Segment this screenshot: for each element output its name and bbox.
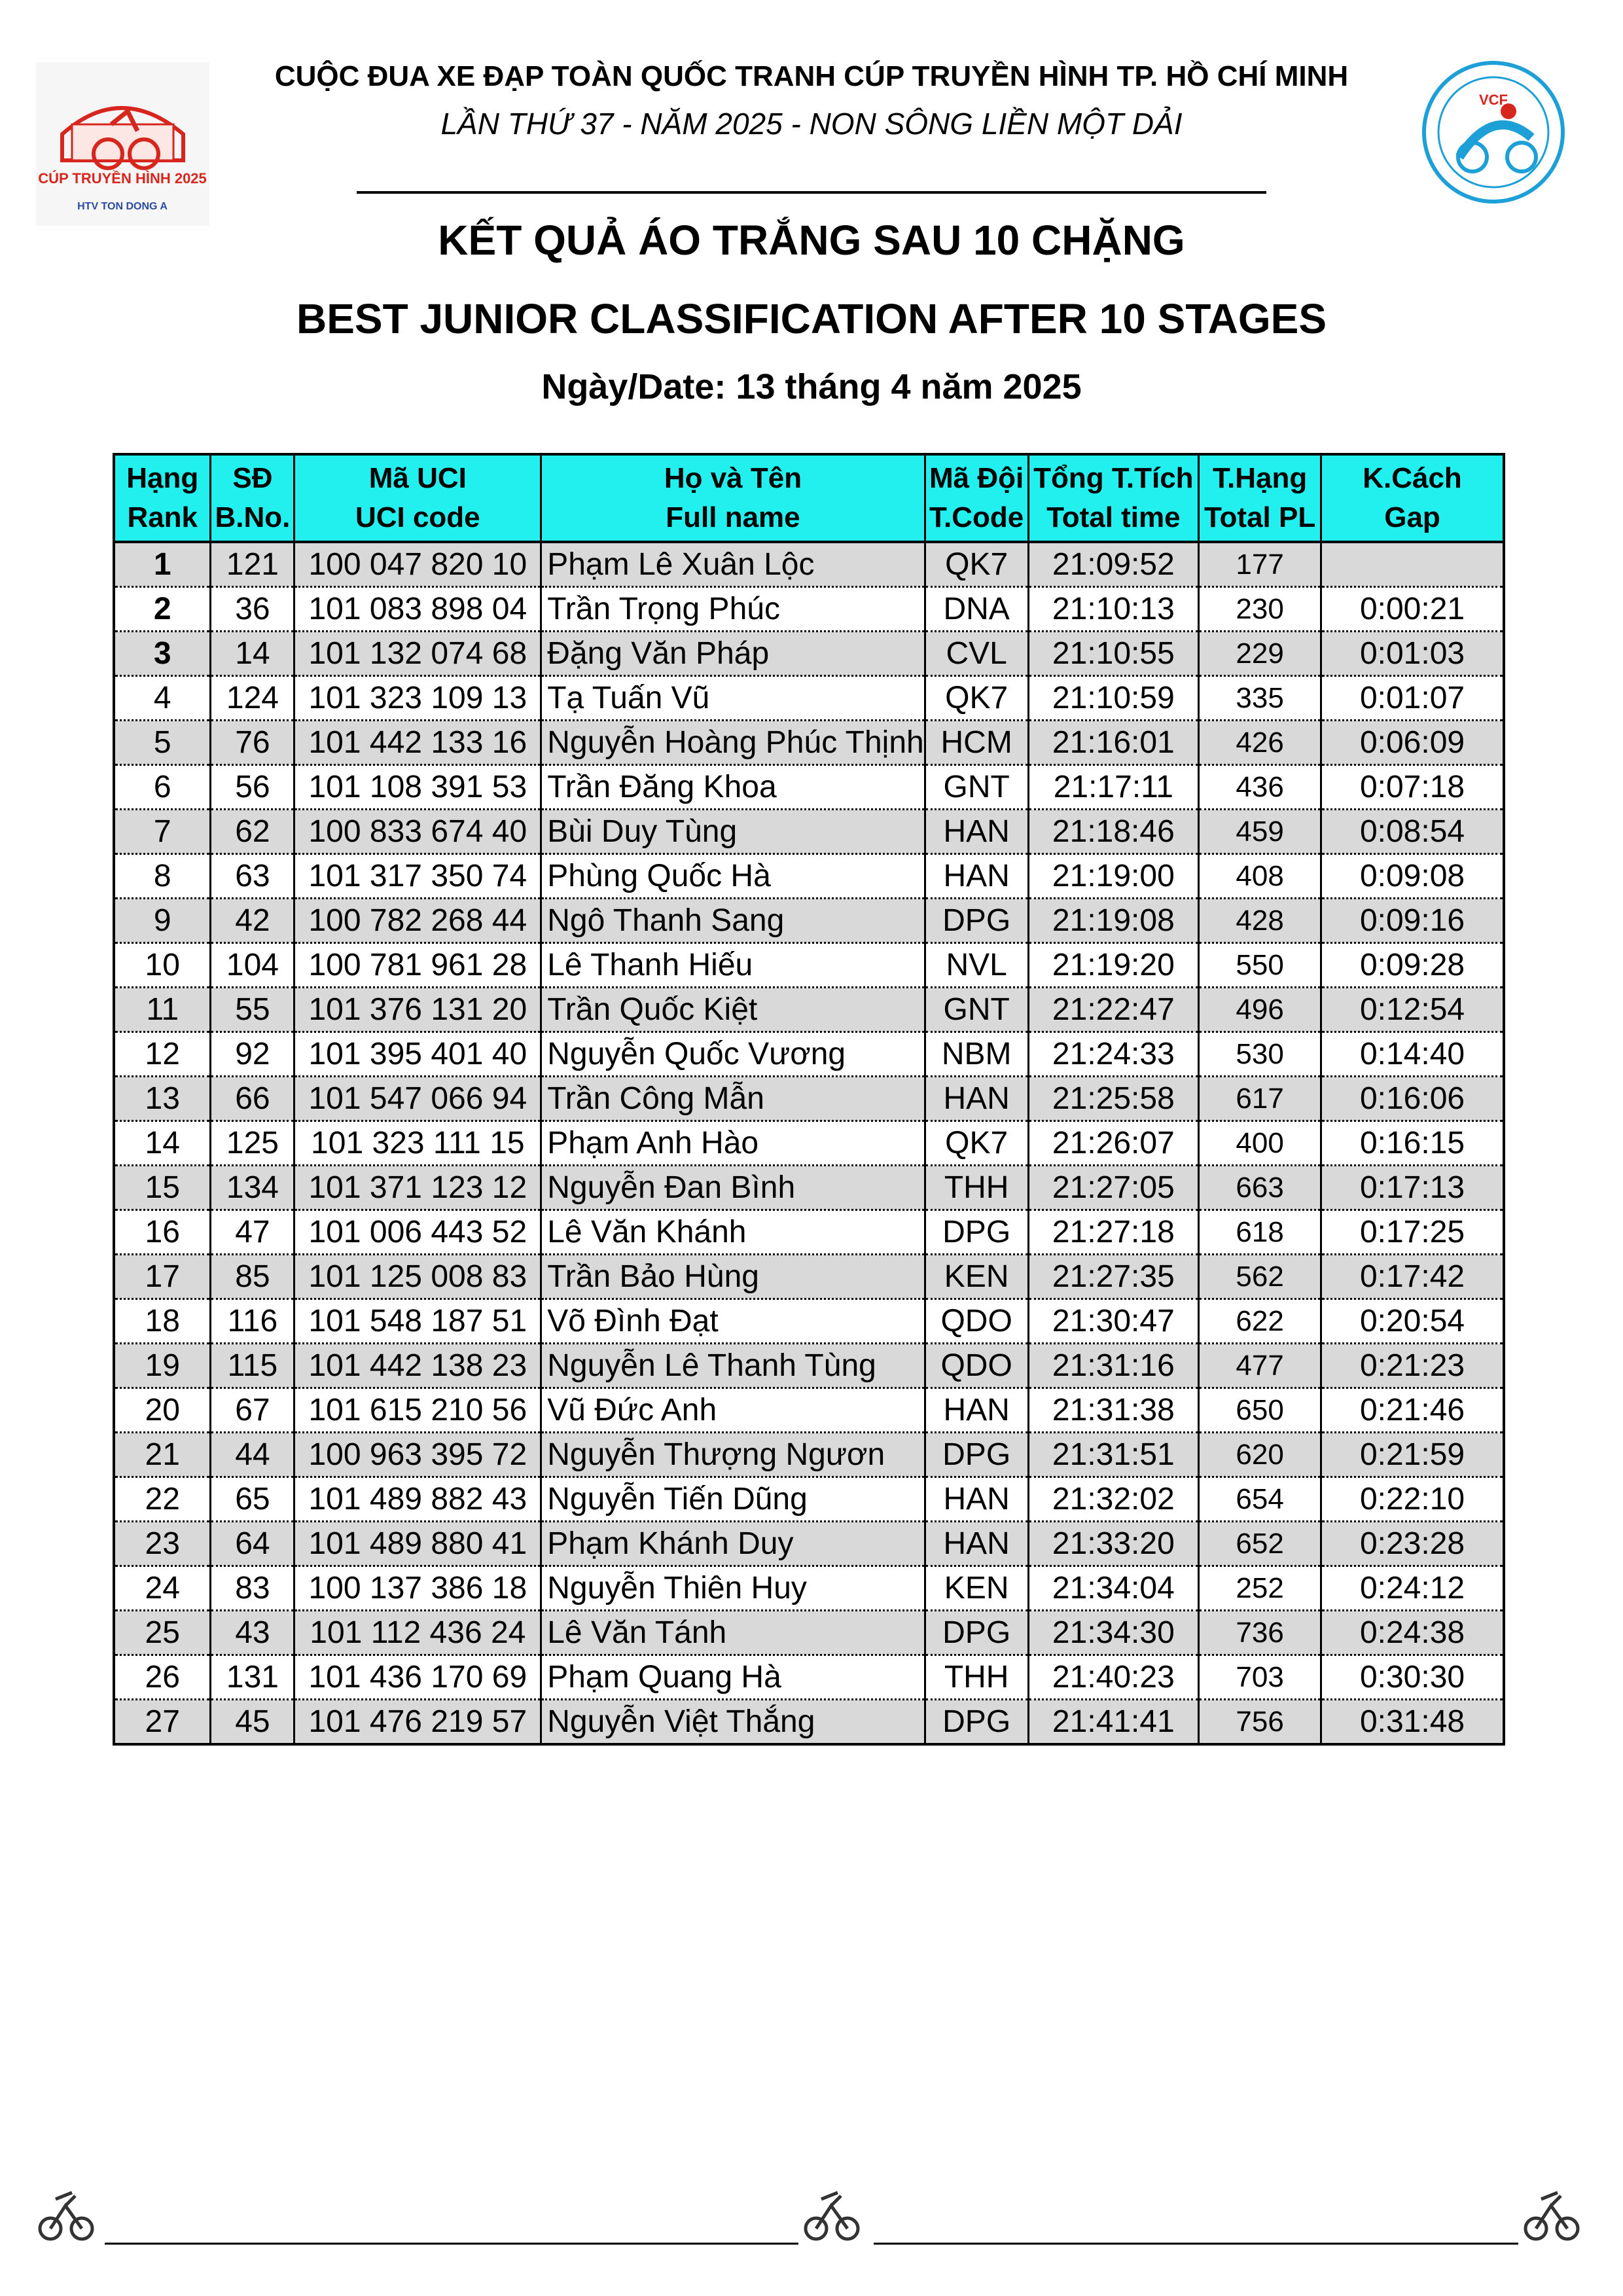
total-time-cell: 21:31:51	[1028, 1433, 1199, 1477]
uci-code-cell: 100 833 674 40	[294, 810, 541, 854]
uci-code-cell: 101 125 008 83	[294, 1255, 541, 1299]
bib-cell: 47	[211, 1210, 294, 1255]
logo-sponsor-text: HTV TON DONG A	[77, 201, 168, 212]
bib-cell: 92	[211, 1032, 294, 1077]
full-name-cell: Võ Đình Đạt	[541, 1299, 925, 1344]
table-row	[114, 1121, 1504, 1166]
full-name-cell: Tạ Tuấn Vũ	[541, 676, 925, 721]
bicycle-mark-icon	[806, 2193, 858, 2239]
bib-cell: 67	[211, 1388, 294, 1433]
full-name-cell: Nguyễn Quốc Vương	[541, 1032, 925, 1077]
total-time-cell: 21:25:58	[1028, 1077, 1199, 1121]
total-time-cell: 21:19:20	[1028, 943, 1199, 988]
total-time-cell: 21:33:20	[1028, 1522, 1199, 1566]
bib-cell: 76	[211, 721, 294, 765]
bib-cell: 124	[211, 676, 294, 721]
uci-code-cell: 100 781 961 28	[294, 943, 541, 988]
total-pl-cell: 617	[1199, 1077, 1321, 1121]
uci-code-cell: 101 132 074 68	[294, 632, 541, 676]
page-title-vietnamese: KẾT QUẢ ÁO TRẮNG SAU 10 CHẶNG	[438, 217, 1185, 264]
bib-cell: 55	[211, 988, 294, 1032]
total-pl-cell: 459	[1199, 810, 1321, 854]
rank-cell: 16	[114, 1210, 211, 1255]
table-row	[114, 1566, 1504, 1611]
total-pl-cell: 562	[1199, 1255, 1321, 1299]
gap-cell: 0:14:40	[1321, 1032, 1504, 1077]
bib-cell: 131	[211, 1655, 294, 1700]
gap-cell: 0:17:42	[1321, 1255, 1504, 1299]
uci-code-cell: 101 108 391 53	[294, 765, 541, 810]
full-name-cell: Vũ Đức Anh	[541, 1388, 925, 1433]
table-row	[114, 1255, 1504, 1299]
team-code-cell: QK7	[925, 676, 1028, 721]
table-row	[114, 676, 1504, 721]
gap-cell: 0:17:13	[1321, 1166, 1504, 1210]
page-title-english: BEST JUNIOR CLASSIFICATION AFTER 10 STAGES	[296, 295, 1327, 342]
table-row	[114, 632, 1504, 676]
header-name: Họ và Tên Full name	[541, 454, 925, 542]
rank-cell: 6	[114, 765, 211, 810]
full-name-cell: Trần Trọng Phúc	[541, 587, 925, 632]
table-row	[114, 542, 1504, 587]
table-row	[114, 721, 1504, 765]
team-code-cell: DPG	[925, 1611, 1028, 1655]
rank-cell: 17	[114, 1255, 211, 1299]
table-row	[114, 1611, 1504, 1655]
team-code-cell: KEN	[925, 1255, 1028, 1299]
gap-cell: 0:08:54	[1321, 810, 1504, 854]
uci-code-cell: 101 436 170 69	[294, 1655, 541, 1700]
bib-cell: 62	[211, 810, 294, 854]
full-name-cell: Lê Thanh Hiếu	[541, 943, 925, 988]
team-code-cell: HAN	[925, 1077, 1028, 1121]
total-time-cell: 21:17:11	[1028, 765, 1199, 810]
rank-cell: 11	[114, 988, 211, 1032]
total-pl-cell: 428	[1199, 899, 1321, 943]
team-code-cell: GNT	[925, 765, 1028, 810]
event-title: CUỘC ĐUA XE ĐẠP TOÀN QUỐC TRANH CÚP TRUYỀN HÌNH TP. HỒ CHÍ MINH	[274, 60, 1349, 92]
rank-cell: 10	[114, 943, 211, 988]
team-code-cell: DNA	[925, 587, 1028, 632]
full-name-cell: Trần Đăng Khoa	[541, 765, 925, 810]
table-row	[114, 810, 1504, 854]
total-pl-cell: 400	[1199, 1121, 1321, 1166]
gap-cell: 0:17:25	[1321, 1210, 1504, 1255]
table-row	[114, 1388, 1504, 1433]
total-time-cell: 21:34:04	[1028, 1566, 1199, 1611]
team-code-cell: DPG	[925, 1700, 1028, 1745]
total-time-cell: 21:27:18	[1028, 1210, 1199, 1255]
rank-cell: 20	[114, 1388, 211, 1433]
table-row	[114, 587, 1504, 632]
team-code-cell: QK7	[925, 542, 1028, 587]
header-pl: T.Hạng Total PL	[1199, 454, 1321, 542]
rank-cell: 26	[114, 1655, 211, 1700]
full-name-cell: Phạm Quang Hà	[541, 1655, 925, 1700]
total-pl-cell: 496	[1199, 988, 1321, 1032]
uci-code-cell: 101 489 880 41	[294, 1522, 541, 1566]
bib-cell: 134	[211, 1166, 294, 1210]
table-row	[114, 1077, 1504, 1121]
full-name-cell: Nguyễn Tiến Dũng	[541, 1477, 925, 1522]
uci-code-cell: 101 371 123 12	[294, 1166, 541, 1210]
total-time-cell: 21:19:00	[1028, 854, 1199, 899]
header-rank: Hạng Rank	[114, 454, 211, 542]
table-row	[114, 1032, 1504, 1077]
table-row	[114, 765, 1504, 810]
uci-code-cell: 101 442 138 23	[294, 1344, 541, 1388]
bib-cell: 45	[211, 1700, 294, 1745]
table-header-row	[114, 454, 1504, 542]
total-time-cell: 21:22:47	[1028, 988, 1199, 1032]
total-pl-cell: 229	[1199, 632, 1321, 676]
gap-cell: 0:30:30	[1321, 1655, 1504, 1700]
full-name-cell: Trần Bảo Hùng	[541, 1255, 925, 1299]
gap-cell: 0:22:10	[1321, 1477, 1504, 1522]
rank-cell: 3	[114, 632, 211, 676]
team-code-cell: QDO	[925, 1299, 1028, 1344]
full-name-cell: Nguyễn Việt Thắng	[541, 1700, 925, 1745]
uci-code-cell: 100 137 386 18	[294, 1566, 541, 1611]
event-subtitle: LẦN THỨ 37 - NĂM 2025 - NON SÔNG LIỀN MỘT DẢI	[440, 107, 1183, 141]
full-name-cell: Nguyễn Lê Thanh Tùng	[541, 1344, 925, 1388]
total-time-cell: 21:19:08	[1028, 899, 1199, 943]
team-code-cell: KEN	[925, 1566, 1028, 1611]
bicycle-mark-icon	[40, 2193, 92, 2239]
bib-cell: 66	[211, 1077, 294, 1121]
rank-cell: 7	[114, 810, 211, 854]
gap-cell: 0:09:28	[1321, 943, 1504, 988]
total-pl-cell: 436	[1199, 765, 1321, 810]
total-time-cell: 21:24:33	[1028, 1032, 1199, 1077]
full-name-cell: Phùng Quốc Hà	[541, 854, 925, 899]
results-body	[114, 542, 1504, 1744]
header-team: Mã Đội T.Code	[925, 454, 1028, 542]
bib-cell: 104	[211, 943, 294, 988]
rank-cell: 18	[114, 1299, 211, 1344]
bib-cell: 115	[211, 1344, 294, 1388]
total-pl-cell: 650	[1199, 1388, 1321, 1433]
uci-code-cell: 101 376 131 20	[294, 988, 541, 1032]
team-code-cell: HAN	[925, 1388, 1028, 1433]
rank-cell: 13	[114, 1077, 211, 1121]
logo-title-text: CÚP TRUYỀN HÌNH 2025	[38, 170, 207, 187]
total-pl-cell: 252	[1199, 1566, 1321, 1611]
total-pl-cell: 756	[1199, 1700, 1321, 1745]
total-pl-cell: 663	[1199, 1166, 1321, 1210]
header-time: Tổng T.Tích Total time	[1028, 454, 1199, 542]
table-row	[114, 1344, 1504, 1388]
table-row	[114, 1433, 1504, 1477]
uci-code-cell: 101 317 350 74	[294, 854, 541, 899]
total-pl-cell: 654	[1199, 1477, 1321, 1522]
team-code-cell: THH	[925, 1655, 1028, 1700]
team-code-cell: DPG	[925, 1433, 1028, 1477]
total-pl-cell: 736	[1199, 1611, 1321, 1655]
gap-cell: 0:20:54	[1321, 1299, 1504, 1344]
total-pl-cell: 620	[1199, 1433, 1321, 1477]
bib-cell: 85	[211, 1255, 294, 1299]
uci-code-cell: 101 547 066 94	[294, 1077, 541, 1121]
total-pl-cell: 550	[1199, 943, 1321, 988]
team-code-cell: QDO	[925, 1344, 1028, 1388]
full-name-cell: Ngô Thanh Sang	[541, 899, 925, 943]
bicycle-mark-icon	[1525, 2193, 1578, 2239]
full-name-cell: Đặng Văn Pháp	[541, 632, 925, 676]
bib-cell: 36	[211, 587, 294, 632]
full-name-cell: Lê Văn Khánh	[541, 1210, 925, 1255]
table-row	[114, 988, 1504, 1032]
bib-cell: 83	[211, 1566, 294, 1611]
bib-cell: 121	[211, 542, 294, 587]
uci-code-cell: 101 395 401 40	[294, 1032, 541, 1077]
bib-cell: 42	[211, 899, 294, 943]
federation-logo	[1420, 59, 1567, 206]
bib-cell: 43	[211, 1611, 294, 1655]
uci-code-cell: 101 548 187 51	[294, 1299, 541, 1344]
gap-cell: 0:21:59	[1321, 1433, 1504, 1477]
total-time-cell: 21:27:35	[1028, 1255, 1199, 1299]
page-date: Ngày/Date: 13 tháng 4 năm 2025	[541, 367, 1082, 406]
rank-cell: 23	[114, 1522, 211, 1566]
full-name-cell: Nguyễn Hoàng Phúc Thịnh	[541, 721, 925, 765]
table-row	[114, 1299, 1504, 1344]
uci-code-cell: 100 782 268 44	[294, 899, 541, 943]
uci-code-cell: 101 442 133 16	[294, 721, 541, 765]
table-row	[114, 943, 1504, 988]
team-code-cell: DPG	[925, 899, 1028, 943]
full-name-cell: Nguyễn Thượng Ngươn	[541, 1433, 925, 1477]
rank-cell: 9	[114, 899, 211, 943]
footer	[36, 2179, 1587, 2251]
team-code-cell: NBM	[925, 1032, 1028, 1077]
total-time-cell: 21:18:46	[1028, 810, 1199, 854]
rank-cell: 5	[114, 721, 211, 765]
rank-cell: 22	[114, 1477, 211, 1522]
rank-cell: 2	[114, 587, 211, 632]
total-pl-cell: 618	[1199, 1210, 1321, 1255]
rank-cell: 12	[114, 1032, 211, 1077]
bib-cell: 56	[211, 765, 294, 810]
team-code-cell: HAN	[925, 1477, 1028, 1522]
full-name-cell: Nguyễn Thiên Huy	[541, 1566, 925, 1611]
bib-cell: 116	[211, 1299, 294, 1344]
gap-cell: 0:16:06	[1321, 1077, 1504, 1121]
rank-cell: 21	[114, 1433, 211, 1477]
total-time-cell: 21:31:38	[1028, 1388, 1199, 1433]
bib-cell: 44	[211, 1433, 294, 1477]
uci-code-cell: 101 489 882 43	[294, 1477, 541, 1522]
gap-cell: 0:31:48	[1321, 1700, 1504, 1745]
uci-code-cell: 101 476 219 57	[294, 1700, 541, 1745]
uci-code-cell: 101 615 210 56	[294, 1388, 541, 1433]
results-table	[113, 453, 1505, 1746]
gap-cell: 0:24:12	[1321, 1566, 1504, 1611]
gap-cell: 0:07:18	[1321, 765, 1504, 810]
event-logo	[36, 62, 209, 226]
gap-cell: 0:00:21	[1321, 587, 1504, 632]
rank-cell: 27	[114, 1700, 211, 1745]
rank-cell: 15	[114, 1166, 211, 1210]
uci-code-cell: 101 006 443 52	[294, 1210, 541, 1255]
total-pl-cell: 530	[1199, 1032, 1321, 1077]
total-time-cell: 21:10:59	[1028, 676, 1199, 721]
full-name-cell: Phạm Anh Hào	[541, 1121, 925, 1166]
rank-cell: 8	[114, 854, 211, 899]
team-code-cell: HAN	[925, 810, 1028, 854]
bib-cell: 14	[211, 632, 294, 676]
gap-cell: 0:09:16	[1321, 899, 1504, 943]
rank-cell: 4	[114, 676, 211, 721]
total-pl-cell: 426	[1199, 721, 1321, 765]
bib-cell: 65	[211, 1477, 294, 1522]
bib-cell: 63	[211, 854, 294, 899]
gap-cell: 0:24:38	[1321, 1611, 1504, 1655]
total-time-cell: 21:30:47	[1028, 1299, 1199, 1344]
total-pl-cell: 335	[1199, 676, 1321, 721]
table-row	[114, 899, 1504, 943]
total-time-cell: 21:34:30	[1028, 1611, 1199, 1655]
table-row	[114, 1700, 1504, 1745]
full-name-cell: Trần Công Mẫn	[541, 1077, 925, 1121]
gap-cell: 0:01:03	[1321, 632, 1504, 676]
rank-cell: 24	[114, 1566, 211, 1611]
gap-cell: 0:23:28	[1321, 1522, 1504, 1566]
total-time-cell: 21:40:23	[1028, 1655, 1199, 1700]
total-pl-cell: 652	[1199, 1522, 1321, 1566]
full-name-cell: Phạm Khánh Duy	[541, 1522, 925, 1566]
uci-code-cell: 101 112 436 24	[294, 1611, 541, 1655]
full-name-cell: Trần Quốc Kiệt	[541, 988, 925, 1032]
gap-cell	[1321, 542, 1504, 587]
total-pl-cell: 230	[1199, 587, 1321, 632]
total-pl-cell: 622	[1199, 1299, 1321, 1344]
header-bib: SĐ B.No.	[211, 454, 294, 542]
vcf-text: VCF	[1479, 92, 1508, 108]
table-row	[114, 1522, 1504, 1566]
table-row	[114, 1210, 1504, 1255]
total-time-cell: 21:31:16	[1028, 1344, 1199, 1388]
full-name-cell: Nguyễn Đan Bình	[541, 1166, 925, 1210]
gap-cell: 0:01:07	[1321, 676, 1504, 721]
gap-cell: 0:06:09	[1321, 721, 1504, 765]
team-code-cell: QK7	[925, 1121, 1028, 1166]
total-pl-cell: 703	[1199, 1655, 1321, 1700]
total-time-cell: 21:41:41	[1028, 1700, 1199, 1745]
uci-code-cell: 101 083 898 04	[294, 587, 541, 632]
total-pl-cell: 477	[1199, 1344, 1321, 1388]
rank-cell: 19	[114, 1344, 211, 1388]
team-code-cell: NVL	[925, 943, 1028, 988]
gap-cell: 0:16:15	[1321, 1121, 1504, 1166]
rank-cell: 14	[114, 1121, 211, 1166]
team-code-cell: HCM	[925, 721, 1028, 765]
total-time-cell: 21:32:02	[1028, 1477, 1199, 1522]
header-gap: K.Cách Gap	[1321, 454, 1504, 542]
total-time-cell: 21:10:13	[1028, 587, 1199, 632]
header-rule	[357, 191, 1266, 194]
team-code-cell: DPG	[925, 1210, 1028, 1255]
team-code-cell: HAN	[925, 1522, 1028, 1566]
table-row	[114, 1655, 1504, 1700]
total-time-cell: 21:27:05	[1028, 1166, 1199, 1210]
total-time-cell: 21:26:07	[1028, 1121, 1199, 1166]
total-time-cell: 21:16:01	[1028, 721, 1199, 765]
gap-cell: 0:12:54	[1321, 988, 1504, 1032]
table-row	[114, 1166, 1504, 1210]
bib-cell: 125	[211, 1121, 294, 1166]
total-pl-cell: 177	[1199, 542, 1321, 587]
team-code-cell: THH	[925, 1166, 1028, 1210]
rank-cell: 25	[114, 1611, 211, 1655]
full-name-cell: Bùi Duy Tùng	[541, 810, 925, 854]
uci-code-cell: 101 323 111 15	[294, 1121, 541, 1166]
uci-code-cell: 101 323 109 13	[294, 676, 541, 721]
table-row	[114, 854, 1504, 899]
full-name-cell: Phạm Lê Xuân Lộc	[541, 542, 925, 587]
uci-code-cell: 100 963 395 72	[294, 1433, 541, 1477]
total-time-cell: 21:10:55	[1028, 632, 1199, 676]
team-code-cell: HAN	[925, 854, 1028, 899]
bib-cell: 64	[211, 1522, 294, 1566]
table-row	[114, 1477, 1504, 1522]
uci-code-cell: 100 047 820 10	[294, 542, 541, 587]
gap-cell: 0:09:08	[1321, 854, 1504, 899]
full-name-cell: Lê Văn Tánh	[541, 1611, 925, 1655]
gap-cell: 0:21:46	[1321, 1388, 1504, 1433]
team-code-cell: CVL	[925, 632, 1028, 676]
team-code-cell: GNT	[925, 988, 1028, 1032]
header-uci: Mã UCI UCI code	[294, 454, 541, 542]
rank-cell: 1	[114, 542, 211, 587]
gap-cell: 0:21:23	[1321, 1344, 1504, 1388]
total-pl-cell: 408	[1199, 854, 1321, 899]
total-time-cell: 21:09:52	[1028, 542, 1199, 587]
